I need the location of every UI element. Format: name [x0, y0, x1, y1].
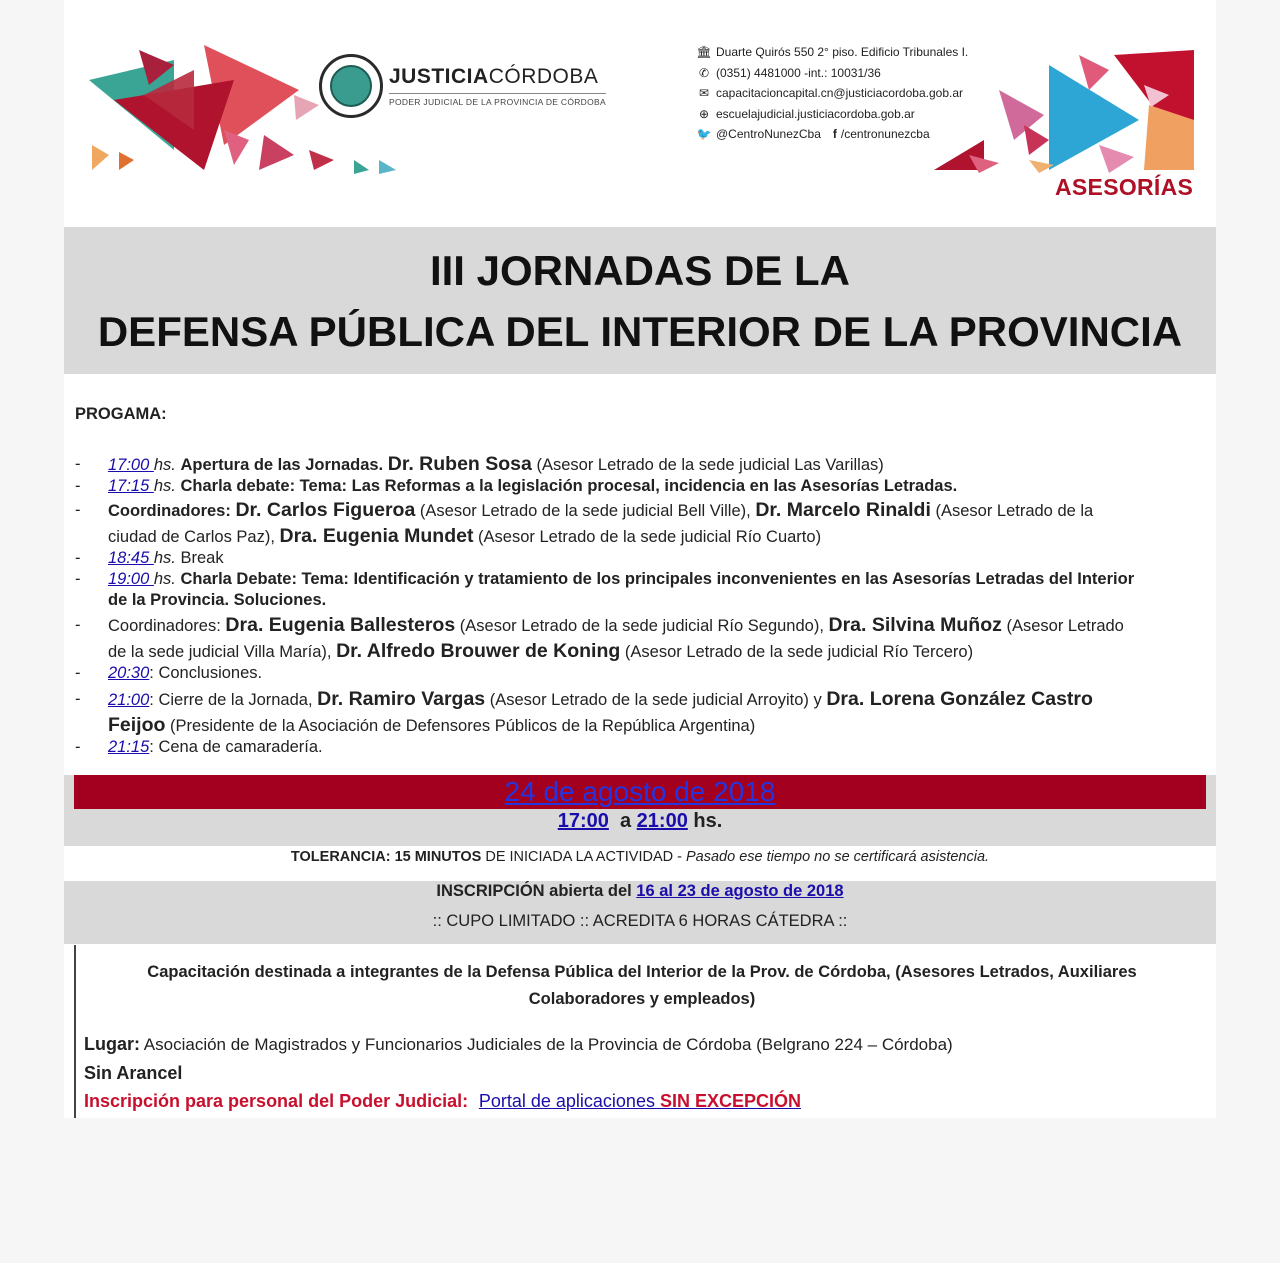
registration-band: [64, 881, 1216, 944]
portal-link[interactable]: Portal de aplicaciones SIN EXCEPCIÓN: [478, 1091, 801, 1111]
logo-subtitle: PODER JUDICIAL DE LA PROVINCIA DE CÓRDOBA: [389, 93, 606, 107]
tolerance-note: TOLERANCIA: 15 MINUTOS DE INICIADA LA ACTIVIDAD - Pasado ese tiempo no se certificará asistencia.: [290, 849, 990, 865]
time-link[interactable]: 17:15: [108, 477, 154, 495]
decorative-triangles-right: [929, 45, 1194, 175]
place-line: Lugar: Asociación de Magistrados y Funcionarios Judiciales de la Provincia de Córdoba (Belgrano 224 – Córdoba): [84, 1034, 953, 1054]
program-item: - 20:30: Conclusiones.: [75, 664, 263, 682]
title-line-1: III JORNADAS DE LA: [429, 247, 851, 294]
program-item: - 17:15 hs. Charla debate: Tema: Las Reformas a la legislación procesal, incidencia en las Asesorías Letradas.: [75, 477, 958, 495]
program-item: - Coordinadores: Dra. Eugenia Ballesteros (Asesor Letrado de la sede judicial Río Segundo), Dra. Silvina Muñoz (Asesor Letrado: [75, 614, 1124, 636]
program-item: - Coordinadores: Dr. Carlos Figueroa (Asesor Letrado de la sede judicial Bell Ville), Dr. Marcelo Rinaldi (Asesor Letrado de la: [75, 499, 1094, 521]
program-item-continuation: Feijoo (Presidente de la Asociación de Defensores Públicos de la República Argentina): [108, 714, 756, 736]
footer-info: [74, 945, 1208, 1118]
seal-icon: [319, 54, 383, 118]
program-item-continuation: de la Provincia. Soluciones.: [108, 591, 327, 609]
registration-range-link[interactable]: 16 al 23 de agosto de 2018: [636, 882, 844, 900]
program-item: - 18:45 hs. Break: [75, 549, 224, 567]
logo-title-bold: JUSTICIA: [389, 65, 489, 88]
time-link[interactable]: 20:30: [108, 664, 150, 682]
fee-line: Sin Arancel: [84, 1063, 183, 1083]
phone-icon: ✆: [698, 65, 710, 80]
target-audience: Capacitación destinada a integrantes de la Defensa Pública del Interior de la Prov. de Córdoba, (Asesores Letrados, Auxiliares Colaboradores y empleados): [147, 963, 1137, 1008]
time-link[interactable]: 21:15: [108, 738, 150, 756]
cupo-note: :: CUPO LIMITADO :: ACREDITA 6 HORAS CÁTEDRA ::: [432, 912, 848, 930]
program-item: - 17:00 hs. Apertura de las Jornadas. Dr. Ruben Sosa (Asesor Letrado de la sede judicial Las Varillas): [75, 453, 884, 475]
twitter-icon: 🐦: [696, 127, 712, 141]
contact-address: Duarte Quirós 550 2° piso. Edificio Tribunales I.: [716, 45, 969, 59]
section-label: ASESORÍAS: [1055, 174, 1194, 200]
start-time-link[interactable]: 17:00: [557, 810, 609, 832]
logo-title-light: CÓRDOBA: [488, 65, 599, 88]
building-icon: 🏛: [696, 45, 712, 59]
date-bar: [74, 775, 1206, 809]
contact-phone: (0351) 4481000 -int.: 10031/36: [716, 65, 881, 80]
mail-icon: ✉: [698, 86, 710, 100]
justicia-cordoba-logo: [319, 54, 606, 118]
program-item-continuation: de la sede judicial Villa María), Dr. Alfredo Brouwer de Koning (Asesor Letrado de la sede judicial Río Tercero): [108, 640, 974, 662]
time-link[interactable]: 19:00: [108, 570, 154, 588]
header: [64, 0, 1216, 226]
facebook-icon: f: [832, 127, 837, 141]
end-time-link[interactable]: 21:00: [636, 810, 688, 832]
time-range: 17:00 a 21:00 hs.: [557, 810, 723, 832]
registration-label: INSCRIPCIÓN abierta del: [436, 882, 632, 900]
enroll-line: Inscripción para personal del Poder Judicial: Portal de aplicaciones SIN EXCEPCIÓN: [84, 1091, 801, 1111]
contact-info: [696, 42, 968, 145]
flyer-page: [64, 0, 1216, 1118]
contact-email[interactable]: capacitacioncapital.cn@justiciacordoba.gob.ar: [716, 86, 963, 100]
program-heading: PROGAMA:: [75, 405, 167, 423]
title-line-2: DEFENSA PÚBLICA DEL INTERIOR DE LA PROVINCIA: [97, 308, 1183, 355]
program-item: - 21:00: Cierre de la Jornada, Dr. Ramiro Vargas (Asesor Letrado de la sede judicial Arroyito) y Dra. Lorena González Castro: [75, 688, 1093, 710]
program-section: [75, 405, 1134, 758]
program-item-continuation: ciudad de Carlos Paz), Dra. Eugenia Mundet (Asesor Letrado de la sede judicial Río Cuarto): [108, 525, 822, 547]
time-link[interactable]: 17:00: [108, 456, 154, 474]
date-link[interactable]: 24 de agosto de 2018: [504, 776, 776, 807]
globe-icon: ⊕: [698, 106, 710, 121]
program-item: - 21:15: Cena de camaradería.: [75, 738, 323, 756]
program-item: - 19:00 hs. Charla Debate: Tema: Identificación y tratamiento de los principales inconvenientes en las Asesorías Letradas del Interior: [75, 570, 1135, 588]
title-band: [64, 227, 1216, 374]
contact-web[interactable]: escuelajudicial.justiciacordoba.gob.ar: [716, 106, 915, 121]
contact-twitter[interactable]: @CentroNunezCba: [716, 127, 821, 141]
contact-facebook[interactable]: /centronunezcba: [840, 127, 930, 141]
time-link[interactable]: 21:00: [108, 691, 150, 709]
time-link[interactable]: 18:45: [108, 549, 154, 567]
